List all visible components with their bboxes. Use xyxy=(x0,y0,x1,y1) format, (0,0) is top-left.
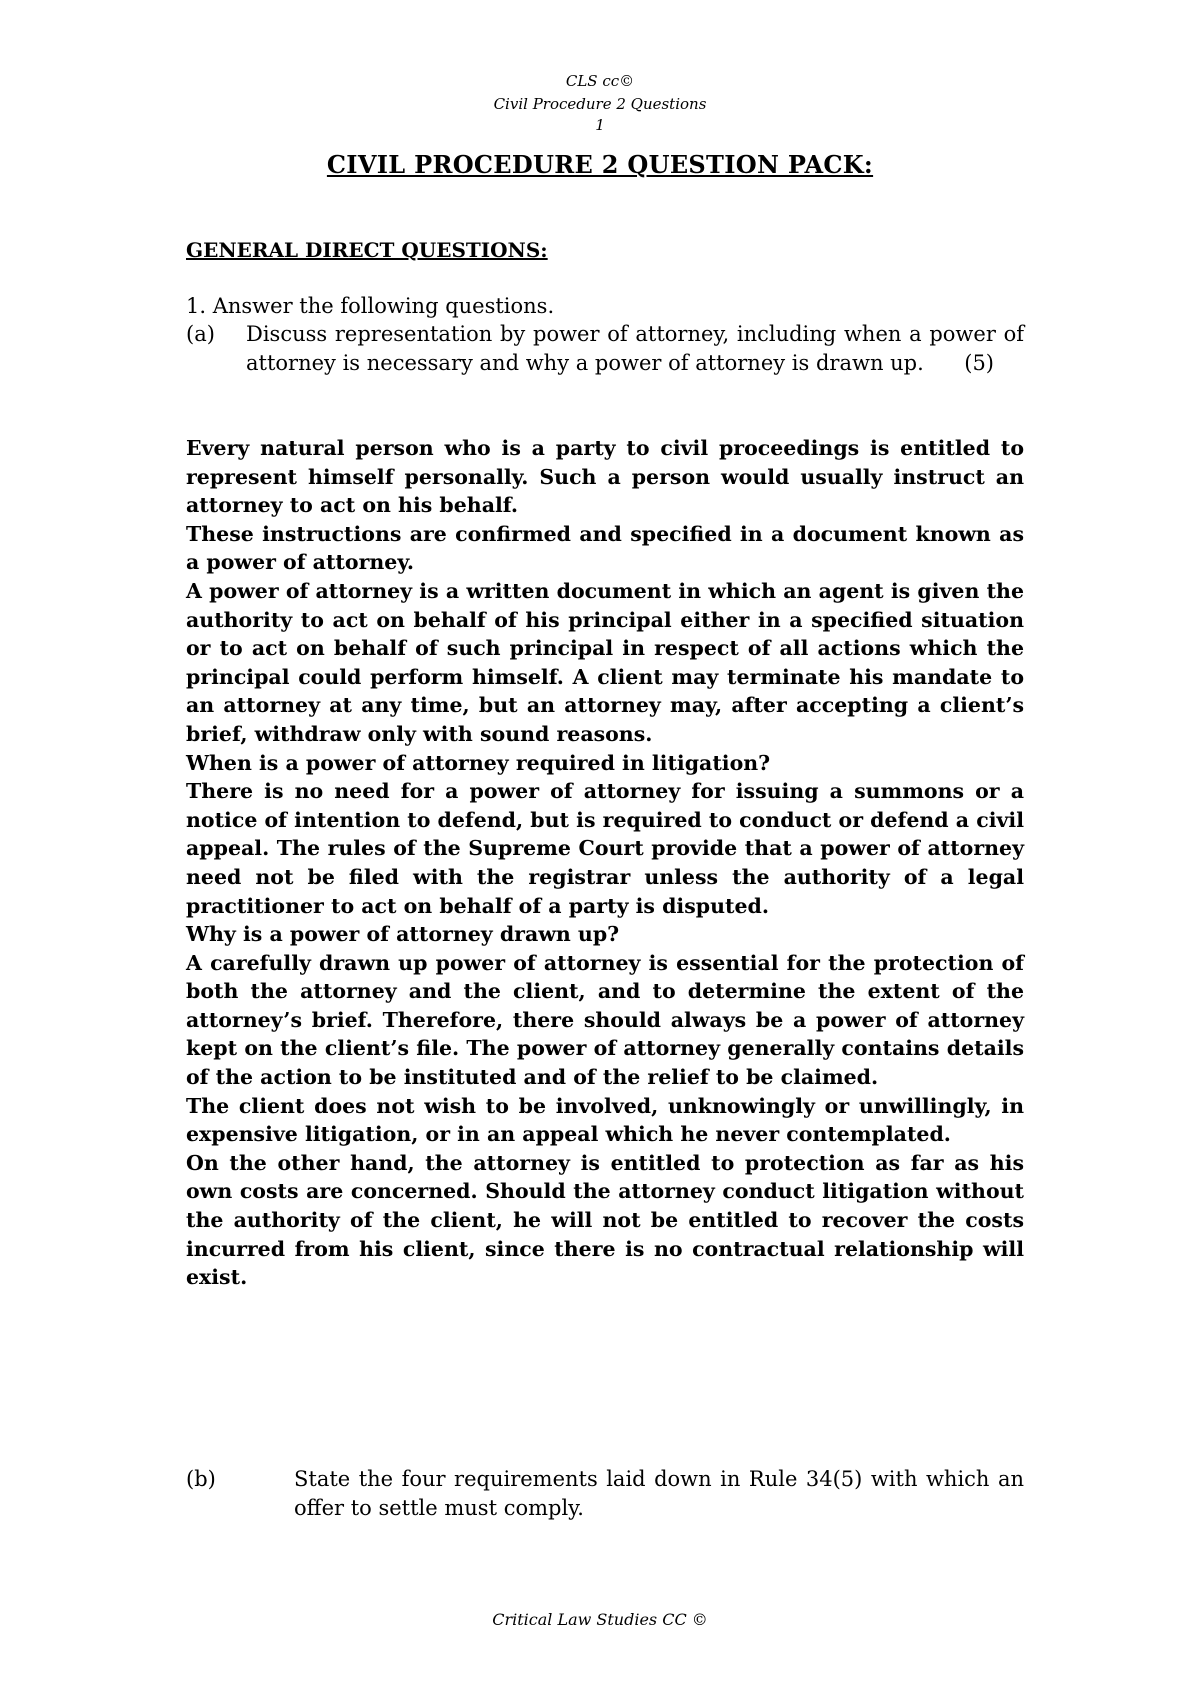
header-company: CLS cc© xyxy=(565,72,635,90)
header-course: Civil Procedure 2 Questions xyxy=(493,95,707,113)
answer-paragraph: On the other hand, the attorney is entitled to protection as far as his own costs are concerned. Should the attorney conduct litigation without the authority of the client, he will not be entitled to recover the costs incurred from his client, since there is no contractual relationship will exist. xyxy=(186,1150,1024,1290)
question-b-label: (b) xyxy=(186,1467,216,1491)
answer-subheading: When is a power of attorney required in litigation? xyxy=(186,750,771,775)
question-a-label: (a) xyxy=(186,322,215,346)
answer-paragraph: There is no need for a power of attorney for issuing a summons or a notice of intention to defend, but is required to conduct or defend a civil appeal. The rules of the Supreme Court provide that a power of attorney need not be filed with the registrar unless the authority of a legal practitioner to act on behalf of a party is disputed. xyxy=(186,779,1024,918)
page-title: CIVIL PROCEDURE 2 QUESTION PACK: xyxy=(326,150,874,179)
section-heading: GENERAL DIRECT QUESTIONS: xyxy=(186,238,548,262)
answer-paragraph: The client does not wish to be involved, unknowingly or unwillingly, in expensive litigation, or in an appeal which he never contemplated. xyxy=(186,1093,1024,1147)
footer: Critical Law Studies CC © xyxy=(492,1610,708,1629)
answer-paragraph: A carefully drawn up power of attorney is essential for the protection of both the attorney and the client, and to determine the extent of the attorney’s brief. Therefore, there should always be a power of attorney kept on the client’s file. The power of attorney generally contains details of the action to be instituted and of the relief to be claimed. xyxy=(186,950,1024,1090)
question-intro: 1. Answer the following questions. xyxy=(186,294,555,318)
question-b-text: State the four requirements laid down in Rule 34(5) with which an offer to settle must comply. xyxy=(294,1467,1024,1520)
answer-paragraph: A power of attorney is a written document in which an agent is given the authority to act on behalf of his principal either in a specified situation or to act on behalf of such principal in respect of all actions which the principal could perform himself. A client may terminate his mandate to an attorney at any time, but an attorney may, after accepting a client’s brief, withdraw only with sound reasons. xyxy=(186,578,1024,746)
question-a xyxy=(246,320,1024,377)
answer-paragraph: These instructions are confirmed and specified in a document known as a power of attorney. xyxy=(186,521,1024,575)
answer-block xyxy=(186,434,1024,1292)
page-number: 1 xyxy=(595,116,605,134)
question-a-text: Discuss representation by power of attorney, including when a power of attorney is necessary and why a power of attorney is drawn up. xyxy=(246,322,1024,375)
answer-paragraph: Every natural person who is a party to civil proceedings is entitled to represent himself personally. Such a person would usually instruct an attorney to act on his behalf. xyxy=(186,436,1024,518)
question-a-marks: (5) xyxy=(964,350,994,375)
answer-subheading: Why is a power of attorney drawn up? xyxy=(186,922,620,947)
